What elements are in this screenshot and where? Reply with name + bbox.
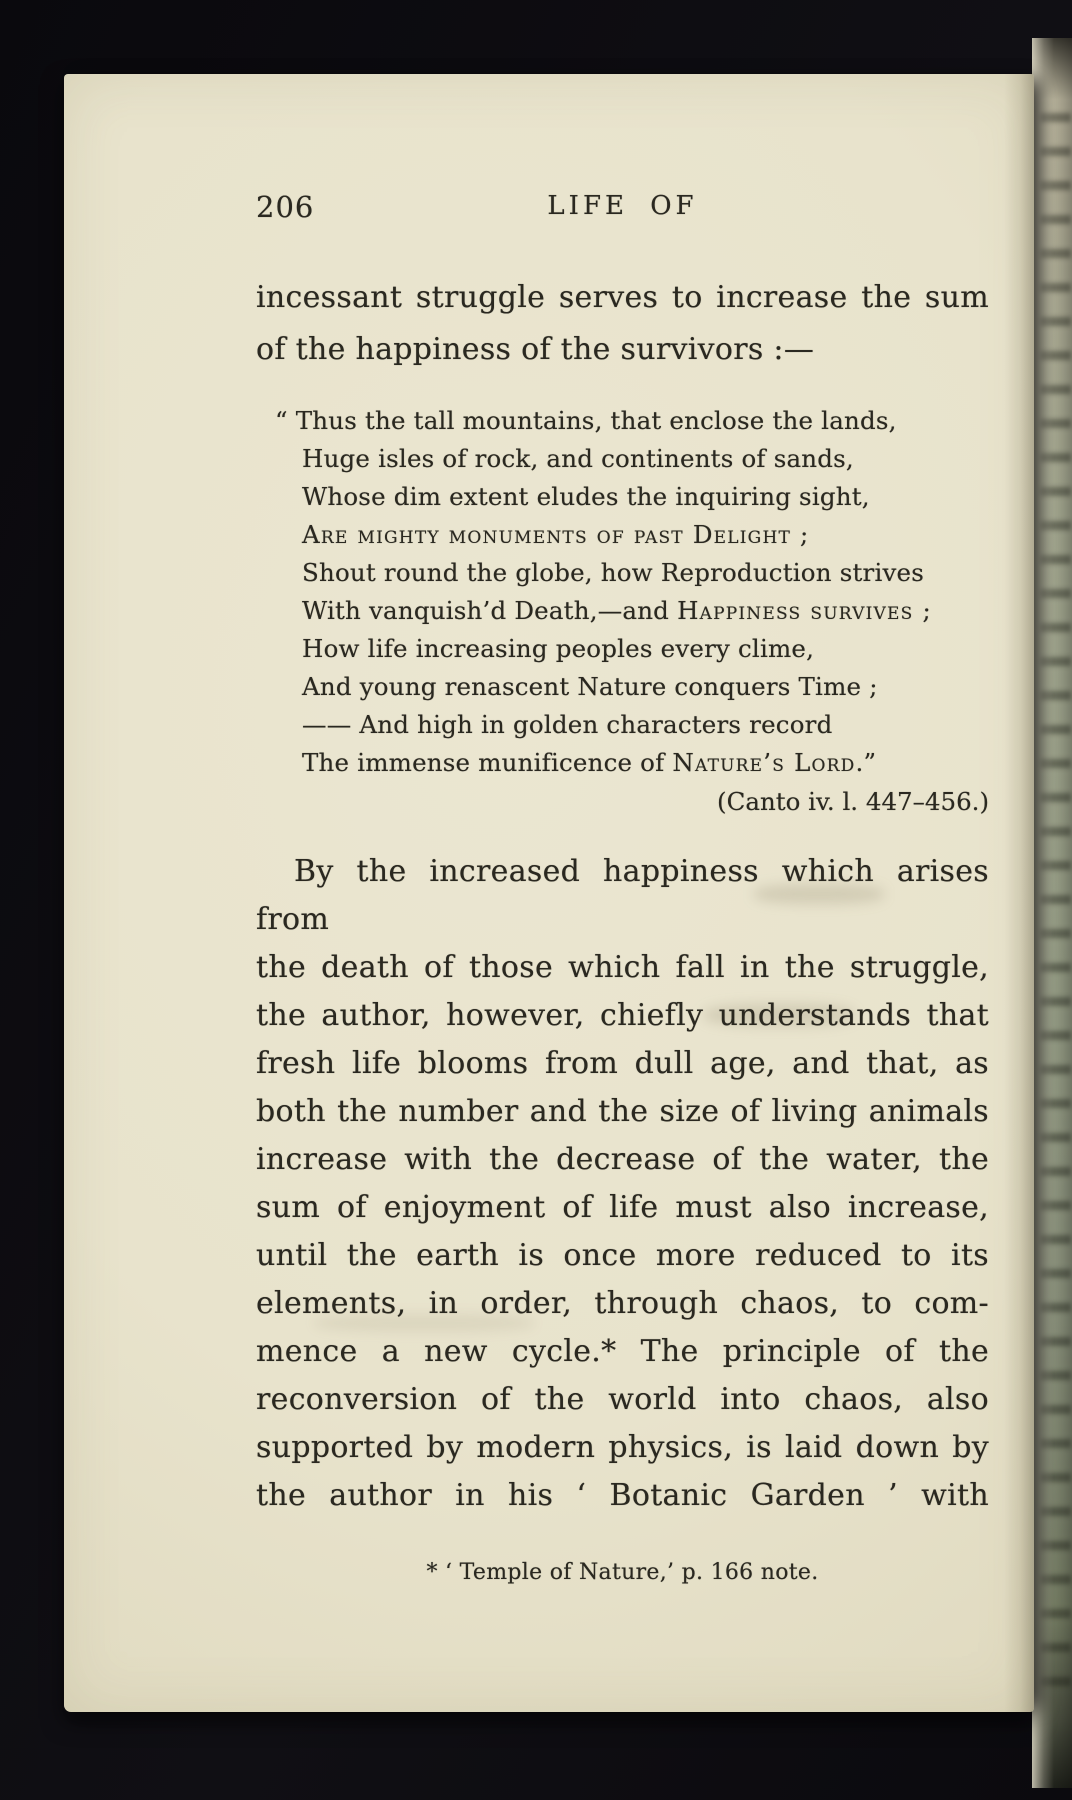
poem-citation: (Canto iv. l. 447–456.)	[717, 787, 989, 816]
poem-text: “ Thus the tall mountains, that enclose the lands,	[275, 406, 897, 435]
small-caps-text: Happiness survives ;	[677, 596, 932, 625]
poem-text: With vanquish’d Death,—and	[302, 596, 678, 625]
poem-text: —— And high in golden characters record	[302, 710, 833, 739]
text-line: mence a new cycle.* The principle of the	[256, 1334, 989, 1369]
text-line: supported by modern physics, is laid down by	[256, 1430, 989, 1465]
poem-line	[302, 554, 993, 592]
poem-text: The immense munificence of	[302, 748, 673, 777]
text-line: both the number and the size of living animals	[256, 1094, 989, 1129]
poem-line	[302, 478, 993, 516]
text-line: the author in his ‘ Botanic Garden ’ with	[256, 1478, 989, 1513]
poem-text: Huge isles of rock, and continents of sands,	[302, 444, 854, 473]
poem-line	[302, 630, 993, 668]
intro-paragraph	[256, 272, 989, 376]
book-page	[64, 74, 1034, 1712]
poem-text: Shout round the globe, how Reproduction strives	[302, 558, 924, 587]
text-line: increase with the decrease of the water, the	[256, 1142, 989, 1177]
poem-text: How life increasing peoples every clime,	[302, 634, 815, 663]
poem-line	[302, 706, 993, 744]
page-content	[64, 74, 1034, 1712]
small-caps-text: Are mighty monuments of past Delight ;	[302, 520, 810, 549]
text-line: By the increased happiness which arises from	[256, 854, 989, 937]
footnote: * ‘ Temple of Nature,’ p. 166 note.	[426, 1560, 819, 1585]
text-line: until the earth is once more reduced to its	[256, 1238, 989, 1273]
poem-quote	[275, 402, 993, 782]
poem-line	[302, 668, 993, 706]
poem-line	[302, 592, 993, 630]
body-paragraph	[256, 848, 989, 1520]
poem-text: And young renascent Nature conquers Time ;	[302, 672, 878, 701]
poem-line	[302, 516, 993, 554]
poem-line	[302, 744, 993, 782]
text-line: fresh life blooms from dull age, and that, as	[256, 1046, 989, 1081]
adjacent-page-edge	[1032, 38, 1072, 1788]
running-title: LIFE OF	[547, 191, 698, 221]
page-header	[256, 190, 989, 226]
text-line: elements, in order, through chaos, to com-	[256, 1286, 989, 1321]
poem-line	[302, 440, 993, 478]
text-line: of the happiness of the survivors :—	[256, 332, 815, 367]
text-line: the author, however, chiefly understands that	[256, 998, 989, 1033]
small-caps-text: Nature’s Lord	[672, 748, 856, 777]
text-line: reconversion of the world into chaos, also	[256, 1382, 989, 1417]
text-line: the death of those which fall in the struggle,	[256, 950, 989, 985]
page-number: 206	[256, 190, 315, 224]
text-line: sum of enjoyment of life must also increase,	[256, 1190, 989, 1225]
poem-text: .”	[855, 748, 877, 777]
poem-line	[275, 402, 993, 440]
text-line: incessant struggle serves to increase the sum	[256, 280, 989, 315]
poem-text: Whose dim extent eludes the inquiring sight,	[302, 482, 870, 511]
